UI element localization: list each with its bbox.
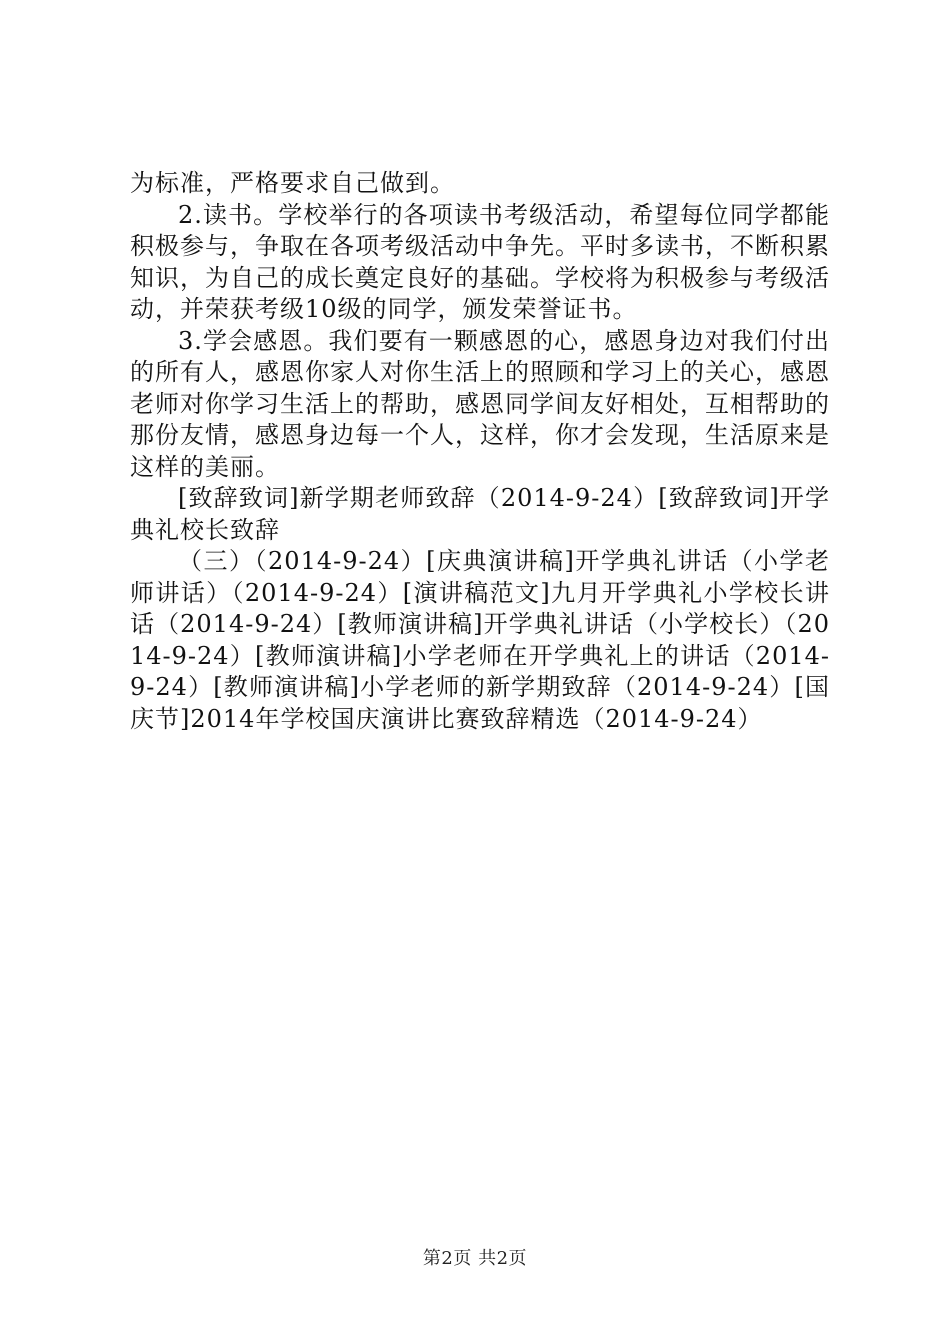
paragraph-continuation: 为标准，严格要求自己做到。 [130, 169, 455, 197]
related-links-line: [致辞致词]新学期老师致辞（2014-9-24）[致辞致词]开学典礼校长致辞 [130, 484, 830, 544]
paragraph-gratitude: 3.学会感恩。我们要有一颗感恩的心，感恩身边对我们付出的所有人，感恩你家人对你生活上的照顾和学习上的关心，感恩老师对你学习生活上的帮助，感恩同学间友好相处，互相帮助的那份友情，感恩身边每一个人，这样，你才会发现，生活原来是这样的美丽。 [130, 326, 830, 481]
page-number-footer: 第2页 共2页 [422, 1248, 528, 1269]
document-body [130, 168, 830, 735]
paragraph-reading: 2.读书。学校举行的各项读书考级活动，希望每位同学都能积极参与，争取在各项考级活动中争先。平时多读书，不断积累知识，为自己的成长奠定良好的基础。学校将为积极参与考级活动，并荣获考级10级的同学，颁发荣誉证书。 [130, 200, 830, 323]
related-links-list: （三）（2014-9-24）[庆典演讲稿]开学典礼讲话（小学老师讲话）（2014-9-24）[演讲稿范文]九月开学典礼小学校长讲话（2014-9-24）[教师演讲稿]开学典礼讲话（小学校长）（2014-9-24）[教师演讲稿]小学老师在开学典礼上的讲话（2014-9-24）[教师演讲稿]小学老师的新学期致辞（2014-9-24）[国庆节]2014年学校国庆演讲比赛致辞精选（2014-9-24） [130, 547, 830, 733]
